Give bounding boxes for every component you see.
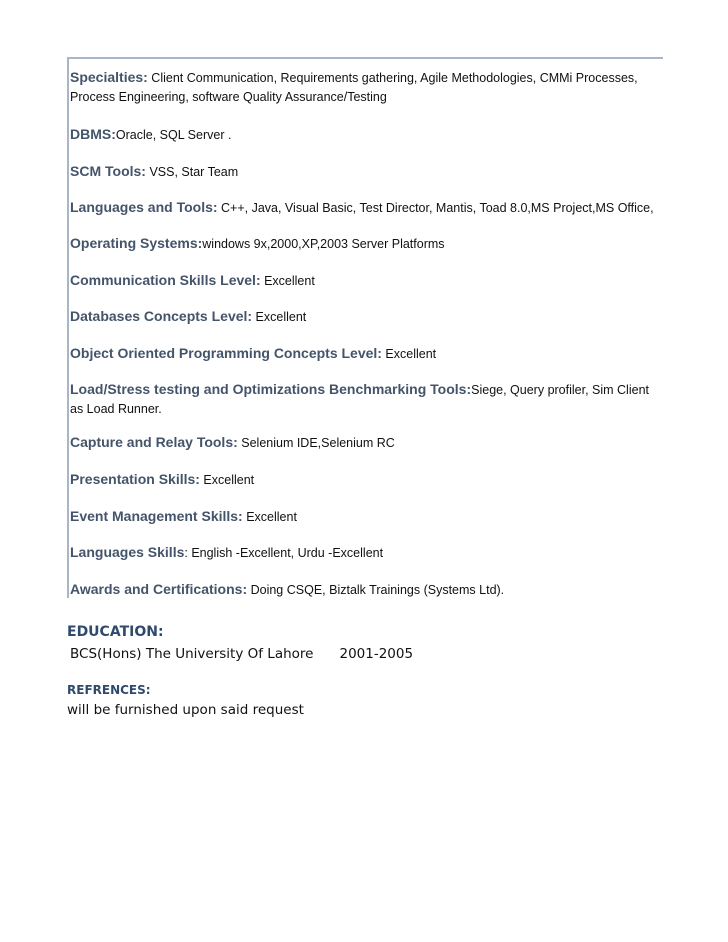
skill-value: Doing CSQE, Biztalk Trainings (Systems Ltd). — [247, 583, 505, 597]
skill-event-management — [70, 507, 664, 527]
skill-capture-relay-tools — [70, 433, 664, 453]
skill-oop-concepts — [70, 344, 664, 364]
skill-languages-tools — [70, 198, 664, 218]
skill-value: Excellent — [260, 274, 315, 288]
skill-load-stress-tools — [70, 380, 664, 419]
education-years: 2001-2005 — [339, 646, 414, 662]
skill-specialties — [70, 68, 664, 107]
skill-label: Languages and Tools: — [70, 199, 218, 215]
skill-value: windows 9x,2000,XP,2003 Server Platforms — [202, 237, 445, 251]
skill-label: Languages Skills — [70, 544, 185, 560]
skill-value: Oracle, SQL Server . — [115, 128, 232, 142]
skill-label: Operating Systems: — [70, 235, 203, 251]
skill-dbms — [70, 125, 664, 145]
skill-label: Object Oriented Programming Concepts Level: — [70, 345, 382, 361]
skill-value: Excellent — [381, 347, 437, 361]
skill-communication — [70, 271, 664, 291]
skill-scm-tools — [70, 162, 664, 182]
skill-label: Communication Skills Level: — [70, 272, 261, 288]
skill-value: Excellent — [242, 510, 297, 524]
skill-databases-concepts — [70, 307, 664, 327]
skill-languages — [70, 543, 664, 563]
skill-value: Siege, Query profiler, Sim Client as Load Runner. — [70, 383, 649, 416]
skill-value: Excellent — [252, 310, 307, 324]
skill-presentation — [70, 470, 664, 490]
skill-label: Load/Stress testing and Optimizations Benchmarking Tools: — [70, 381, 472, 397]
skill-awards — [70, 580, 664, 600]
skill-operating-systems — [70, 234, 664, 254]
skill-label: DBMS: — [70, 126, 116, 142]
skill-label: Specialties: — [70, 69, 148, 85]
skill-label: Event Management Skills: — [70, 508, 243, 524]
skill-label: Databases Concepts Level: — [70, 308, 253, 324]
skill-value: Selenium IDE,Selenium RC — [237, 436, 395, 450]
skill-label: Capture and Relay Tools: — [70, 434, 238, 450]
references-title: REFRENCES: — [67, 683, 151, 697]
skill-value: Client Communication, Requirements gathering, Agile Methodologies, CMMi Processes, Process Engineering, software Quality Assurance/Testing — [70, 71, 638, 104]
skill-value: C++, Java, Visual Basic, Test Director, Mantis, Toad 8.0,MS Project,MS Office, — [217, 201, 654, 215]
skill-value: VSS, Star Team — [145, 165, 239, 179]
education-degree: BCS(Hons) The University Of Lahore — [70, 646, 314, 662]
references-text: will be furnished upon said request — [67, 702, 304, 718]
skill-value: : English -Excellent, Urdu -Excellent — [184, 546, 384, 560]
education-entry — [70, 646, 413, 662]
skill-label: Awards and Certifications: — [70, 581, 248, 597]
skill-label: Presentation Skills: — [70, 471, 200, 487]
skill-value: Excellent — [199, 473, 255, 487]
skill-label: SCM Tools: — [70, 163, 146, 179]
education-title: EDUCATION: — [67, 624, 164, 640]
